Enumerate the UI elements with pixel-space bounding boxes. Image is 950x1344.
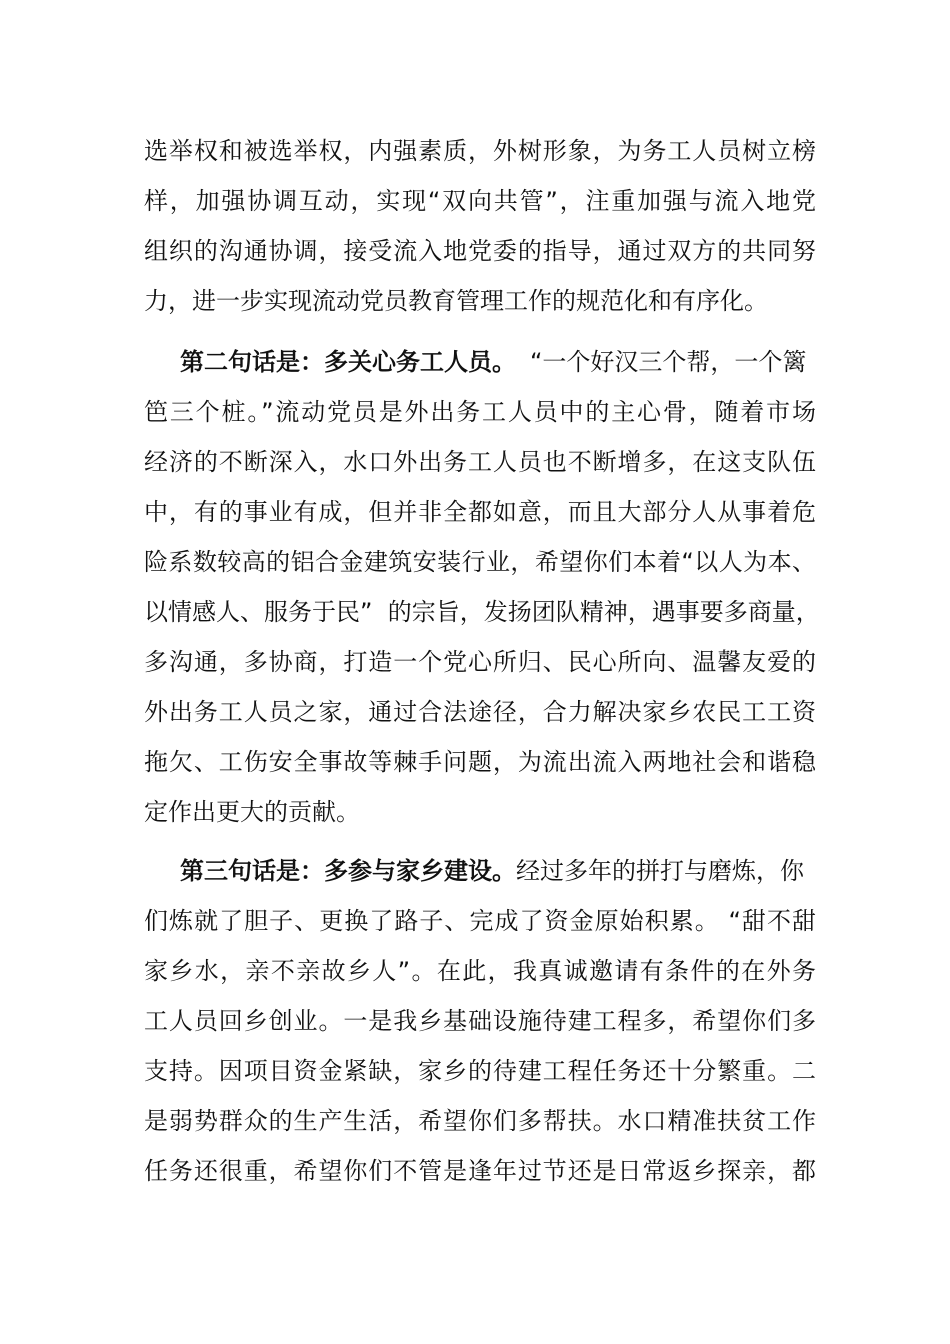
paragraph-line: 任务还很重，希望你们不管是逢年过节还是日常返乡探亲，都 xyxy=(144,1157,816,1185)
paragraph-line: 家乡水，亲不亲故乡人”。在此，我真诚邀请有条件的在外务 xyxy=(144,957,816,985)
paragraph-line: 经济的不断深入，水口外出务工人员也不断增多，在这支队伍 xyxy=(144,448,816,476)
paragraph-line: 多沟通，多协商，打造一个党心所归、民心所向、温馨友爱的 xyxy=(144,648,816,676)
paragraph-line: 们炼就了胆子、更换了路子、完成了资金原始积累。 “甜不甜 xyxy=(144,907,816,935)
paragraph-heading: 第二句话是：多关心务工人员。 xyxy=(180,348,516,376)
paragraph-line: 外出务工人员之家，通过合法途径，合力解决家乡农民工工资 xyxy=(144,698,816,726)
paragraph-line: 中，有的事业有成，但并非全都如意，而且大部分人从事着危 xyxy=(144,498,816,526)
paragraph-line: 险系数较高的铝合金建筑安装行业，希望你们本着“以人为本、 xyxy=(144,548,816,576)
paragraph-1 xyxy=(144,126,816,326)
paragraph-first-line xyxy=(144,337,816,387)
paragraph-line: 拖欠、工伤安全事故等棘手问题，为流出流入两地社会和谐稳 xyxy=(144,748,816,776)
paragraph-first-line xyxy=(144,846,816,896)
paragraph-line: 是弱势群众的生产生活，希望你们多帮扶。水口精准扶贫工作 xyxy=(144,1107,816,1135)
paragraph-3 xyxy=(144,846,816,1196)
paragraph-line: 定作出更大的贡献。 xyxy=(144,798,360,826)
paragraph-line: 力，进一步实现流动党员教育管理工作的规范化和有序化。 xyxy=(144,287,768,315)
paragraph-text: 经过多年的拼打与磨炼，你 xyxy=(516,857,804,885)
paragraph-line: 支持。因项目资金紧缺，家乡的待建工程任务还十分繁重。二 xyxy=(144,1057,816,1085)
paragraph-text: “一个好汉三个帮，一个篱 xyxy=(530,348,807,376)
paragraph-line: 选举权和被选举权，内强素质，外树形象，为务工人员树立榜 xyxy=(144,137,816,165)
paragraph-heading: 第三句话是：多参与家乡建设。 xyxy=(180,857,516,885)
paragraph-line: 以情感人、服务于民” 的宗旨，发扬团队精神，遇事要多商量， xyxy=(144,598,820,626)
paragraph-line: 笆三个桩。”流动党员是外出务工人员中的主心骨，随着市场 xyxy=(144,398,816,426)
paragraph-2 xyxy=(144,337,820,837)
paragraph-line: 工人员回乡创业。一是我乡基础设施待建工程多，希望你们多 xyxy=(144,1007,816,1035)
paragraph-line: 样，加强协调互动，实现“双向共管”，注重加强与流入地党 xyxy=(144,187,816,215)
paragraph-line: 组织的沟通协调，接受流入地党委的指导，通过双方的共同努 xyxy=(144,237,816,265)
